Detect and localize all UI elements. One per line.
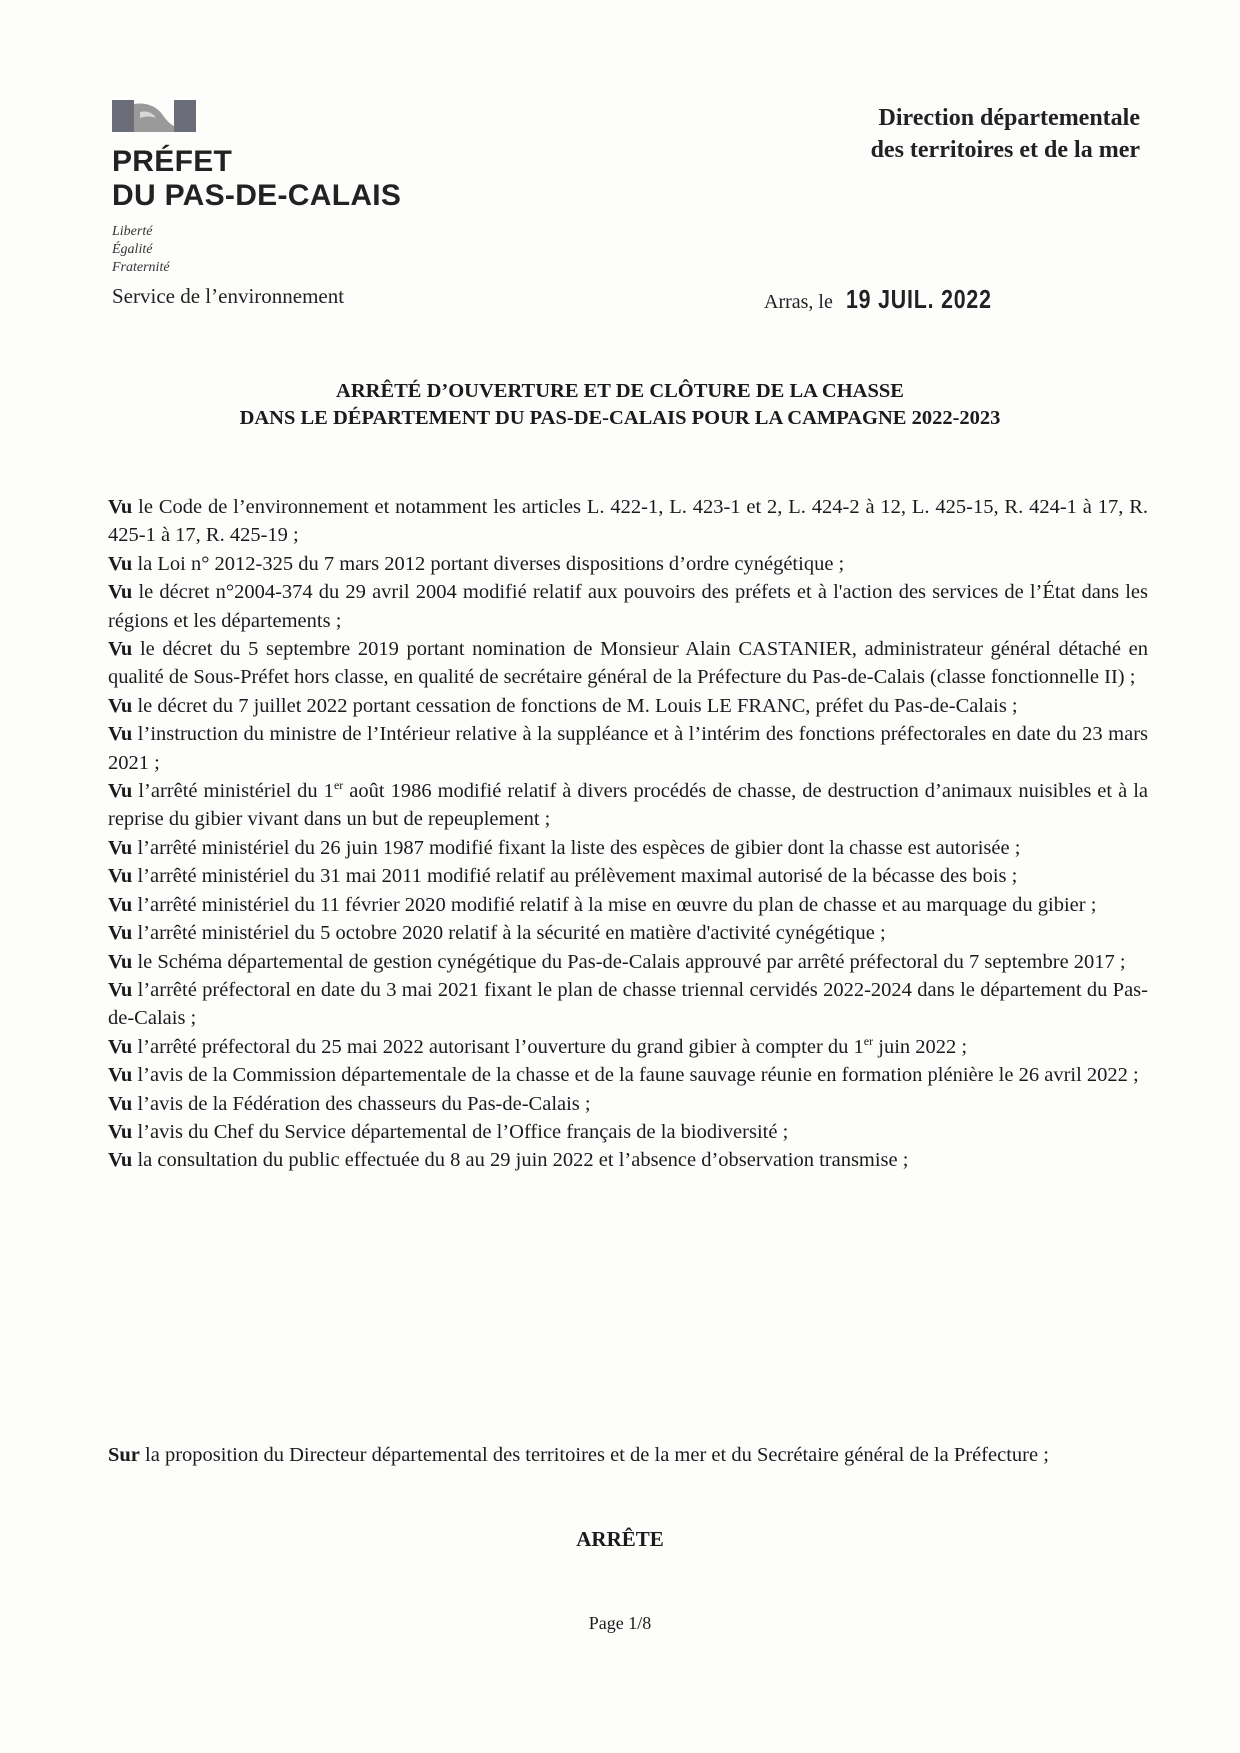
considerant-keyword: Vu — [108, 836, 133, 859]
considerant-text: le décret du 5 septembre 2019 portant nomination de Monsieur Alain CASTANIER, administrateur général détaché en qualité de Sous-Préfet hors classe, en qualité de secrétaire général de la Préfecture du Pas-de-Calais (classe fonctionnelle II) ; — [108, 638, 1148, 689]
considerants-list — [108, 493, 1148, 1175]
considerant-item — [108, 578, 1148, 635]
considerant-keyword: Vu — [108, 638, 133, 661]
considerant-text: l’arrêté ministériel du 5 octobre 2020 relatif à la sécurité en matière d'activité cynégétique ; — [132, 922, 886, 945]
arrete-heading: ARRÊTE — [576, 1527, 664, 1551]
prefecture-logo-block — [112, 100, 492, 277]
considerant-text: le décret n°2004-374 du 29 avril 2004 modifié relatif aux pouvoirs des préfets et à l'action des services de l’État dans les régions et les départements ; — [108, 581, 1148, 632]
direction-heading — [871, 102, 1140, 166]
considerant-text: le Code de l’environnement et notamment les articles L. 422-1, L. 423-1 et 2, L. 424-2 à 12, L. 425-15, R. 424-1 à 17, R. 425-1 à 17, R. 425-19 ; — [108, 496, 1148, 547]
considerant-keyword: Vu — [108, 1035, 133, 1058]
republic-motto — [112, 223, 492, 277]
considerant-item — [108, 891, 1148, 919]
considerant-keyword: Vu — [108, 780, 133, 803]
considerant-text: l’arrêté ministériel du 26 juin 1987 modifié fixant la liste des espèces de gibier dont la chasse est autorisée ; — [132, 836, 1021, 859]
considerant-keyword: Vu — [108, 978, 133, 1001]
considerant-item — [108, 1033, 1148, 1061]
considerant-item — [108, 919, 1148, 947]
considerant-text: l’arrêté ministériel du 11 février 2020 modifié relatif à la mise en œuvre du plan de chasse et au marquage du gibier ; — [132, 893, 1097, 916]
document-title — [100, 378, 1140, 432]
motto-fraternite: Fraternité — [112, 260, 170, 275]
considerant-item — [108, 976, 1148, 1033]
considerant-text: la consultation du public effectuée du 8 au 29 juin 2022 et l’absence d’observation transmise ; — [132, 1149, 909, 1172]
proposition-paragraph — [108, 1441, 1148, 1469]
considerant-keyword: Vu — [108, 1064, 133, 1087]
considerant-text: le décret du 7 juillet 2022 portant cessation de fonctions de M. Louis LE FRANC, préfet du Pas-de-Calais ; — [132, 694, 1018, 717]
considerant-item — [108, 862, 1148, 890]
direction-line-1: Direction départementale — [878, 105, 1140, 131]
considerant-item — [108, 948, 1148, 976]
proposition-text: la proposition du Directeur départemental des territoires et de la mer et du Secrétaire général de la Préfecture ; — [139, 1444, 1049, 1466]
considerant-text: l’arrêté préfectoral du 25 mai 2022 autorisant l’ouverture du grand gibier à compter du 1 — [132, 1035, 864, 1058]
considerant-item — [108, 1146, 1148, 1174]
considerant-item — [108, 834, 1148, 862]
considerant-keyword: Vu — [108, 496, 133, 518]
page-number: Page 1/8 — [588, 1613, 652, 1633]
prefet-line-2: DU PAS-DE-CALAIS — [112, 179, 402, 212]
considerant-text: l’arrêté ministériel du 1 — [132, 780, 334, 803]
considerant-keyword: Vu — [108, 922, 133, 945]
considerant-keyword: Vu — [108, 1120, 133, 1143]
considerant-text: l’avis du Chef du Service départemental de l’Office français de la biodiversité ; — [132, 1120, 789, 1143]
title-line-1: ARRÊTÉ D’OUVERTURE ET DE CLÔTURE DE LA CHASSE — [336, 380, 904, 402]
prefet-line-1: PRÉFET — [112, 145, 233, 178]
considerant-keyword: Vu — [108, 723, 133, 746]
service-label: Service de l’environnement — [112, 284, 345, 308]
considerant-text: l’arrêté ministériel du 31 mai 2011 modifié relatif au prélèvement maximal autorisé de la bécasse des bois ; — [132, 865, 1018, 888]
considerant-keyword: Vu — [108, 1092, 133, 1115]
considerant-keyword: Vu — [108, 694, 133, 717]
title-line-2: DANS LE DÉPARTEMENT DU PAS-DE-CALAIS POUR LA CAMPAGNE 2022-2023 — [239, 407, 1001, 429]
considerant-text: l’arrêté préfectoral en date du 3 mai 2021 fixant le plan de chasse triennal cervidés 2022-2024 dans le département du Pas-de-Calais ; — [108, 978, 1148, 1030]
considerant-item — [108, 1118, 1148, 1146]
considerant-item — [108, 1061, 1148, 1089]
considerant-text: l’avis de la Fédération des chasseurs du Pas-de-Calais ; — [132, 1092, 591, 1115]
considerant-item — [108, 1090, 1148, 1118]
considerant-keyword: Vu — [108, 552, 133, 575]
prefet-name — [112, 145, 492, 213]
marianne-logo-icon — [112, 100, 196, 132]
considerant-keyword: Vu — [108, 1149, 133, 1172]
considerant-item — [108, 493, 1148, 550]
date-prefix: Arras, le — [764, 291, 833, 313]
date-line — [764, 284, 1024, 315]
considerant-text: août 1986 modifié relatif à divers procédés de chasse, de destruction d’animaux nuisibles et à la reprise du gibier vivant dans un but de repeuplement ; — [108, 780, 1149, 831]
direction-line-2: des territoires et de la mer — [870, 137, 1140, 163]
considerant-text: l’instruction du ministre de l’Intérieur relative à la suppléance et à l’intérim des fonctions préfectorales en date du 23 mars 2021 ; — [108, 723, 1148, 774]
considerant-item — [108, 550, 1148, 578]
considerant-text: la Loi n° 2012-325 du 7 mars 2012 portant diverses dispositions d’ordre cynégétique ; — [132, 552, 845, 575]
considerant-item — [108, 720, 1148, 777]
considerant-text: l’avis de la Commission départementale de la chasse et de la faune sauvage réunie en formation plénière le 26 avril 2022 ; — [132, 1064, 1139, 1087]
motto-egalite: Égalité — [112, 242, 153, 257]
considerant-item — [108, 635, 1148, 692]
date-stamp: 19 JUIL. 2022 — [845, 284, 992, 314]
considerant-keyword: Vu — [108, 865, 133, 888]
considerant-ordinal: er — [863, 1033, 874, 1048]
motto-liberte: Liberté — [112, 224, 153, 239]
considerant-keyword: Vu — [108, 581, 133, 604]
considerant-item — [108, 777, 1148, 834]
considerant-item — [108, 692, 1148, 720]
considerant-keyword: Vu — [108, 893, 133, 916]
proposition-keyword: Sur — [108, 1444, 140, 1466]
considerant-keyword: Vu — [108, 950, 133, 973]
considerant-text: le Schéma départemental de gestion cynégétique du Pas-de-Calais approuvé par arrêté préfectoral du 7 septembre 2017 ; — [132, 950, 1126, 973]
considerant-ordinal: er — [333, 778, 344, 793]
considerant-text: juin 2022 ; — [873, 1035, 968, 1058]
